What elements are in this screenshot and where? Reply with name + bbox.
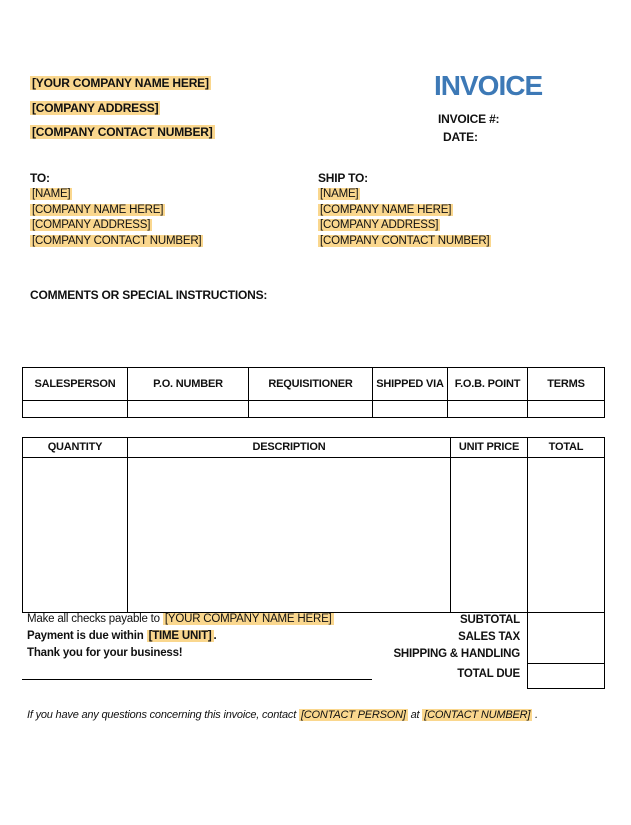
order-info-data-row bbox=[23, 401, 605, 418]
checks-payable-text: Make all checks payable to bbox=[27, 613, 163, 625]
header-shipped-via: SHIPPED VIA bbox=[373, 368, 448, 401]
payment-due-period: . bbox=[213, 630, 217, 642]
company-header bbox=[30, 76, 211, 90]
cell-shipped-via[interactable] bbox=[373, 401, 448, 418]
shipping-handling-label: SHIPPING & HANDLING bbox=[393, 648, 520, 660]
to-address-placeholder[interactable]: [COMPANY ADDRESS] bbox=[32, 219, 151, 231]
thank-you-line: Thank you for your business! bbox=[27, 647, 183, 659]
cell-terms[interactable] bbox=[528, 401, 605, 418]
to-name-placeholder[interactable]: [NAME] bbox=[32, 188, 71, 200]
ship-to-name-placeholder[interactable]: [NAME] bbox=[320, 188, 359, 200]
payment-due-text: Payment is due within bbox=[27, 630, 147, 642]
totals-amounts-box[interactable] bbox=[527, 611, 605, 663]
payment-due-line bbox=[27, 628, 334, 645]
header-quantity: QUANTITY bbox=[23, 438, 128, 458]
total-due-amount-box[interactable] bbox=[527, 663, 605, 689]
company-contact-placeholder[interactable]: [COMPANY CONTACT NUMBER] bbox=[32, 125, 213, 139]
to-address-block bbox=[30, 187, 203, 249]
to-label: TO: bbox=[30, 171, 50, 185]
checks-payable-line bbox=[27, 611, 334, 628]
cell-requisitioner[interactable] bbox=[249, 401, 373, 418]
ship-to-contact-placeholder[interactable]: [COMPANY CONTACT NUMBER] bbox=[320, 234, 490, 247]
invoice-date-label: DATE: bbox=[443, 130, 478, 144]
cell-fob-point[interactable] bbox=[448, 401, 528, 418]
ship-to-address-placeholder[interactable]: [COMPANY ADDRESS] bbox=[320, 219, 439, 231]
total-due-label: TOTAL DUE bbox=[457, 668, 520, 680]
line-items-table bbox=[22, 437, 605, 613]
order-info-header-row bbox=[23, 368, 605, 401]
line-items-body-row bbox=[23, 457, 605, 612]
ship-to-company-placeholder[interactable]: [COMPANY NAME HERE] bbox=[320, 203, 452, 216]
cell-po-number[interactable] bbox=[128, 401, 249, 418]
header-unit-price: UNIT PRICE bbox=[451, 438, 528, 458]
order-info-table bbox=[22, 367, 605, 418]
comments-label: COMMENTS OR SPECIAL INSTRUCTIONS: bbox=[30, 288, 268, 302]
checks-payee-placeholder[interactable]: [YOUR COMPANY NAME HERE] bbox=[164, 613, 332, 625]
footer-text-before: If you have any questions concerning this invoice, contact bbox=[27, 709, 299, 721]
footer-text-middle: at bbox=[407, 709, 423, 721]
header-description: DESCRIPTION bbox=[128, 438, 451, 458]
footer-contact-note bbox=[27, 709, 538, 721]
contact-person-placeholder[interactable]: [CONTACT PERSON] bbox=[300, 709, 406, 721]
company-header-address bbox=[30, 101, 160, 115]
time-unit-placeholder[interactable]: [TIME UNIT] bbox=[148, 630, 212, 642]
header-salesperson: SALESPERSON bbox=[23, 368, 128, 401]
header-requisitioner: REQUISITIONER bbox=[249, 368, 373, 401]
header-fob-point: F.O.B. POINT bbox=[448, 368, 528, 401]
cell-total[interactable] bbox=[528, 457, 605, 612]
cell-salesperson[interactable] bbox=[23, 401, 128, 418]
contact-number-placeholder[interactable]: [CONTACT NUMBER] bbox=[424, 709, 531, 721]
subtotal-label: SUBTOTAL bbox=[460, 614, 520, 626]
line-items-header-row bbox=[23, 438, 605, 458]
company-address-placeholder[interactable]: [COMPANY ADDRESS] bbox=[32, 101, 159, 115]
header-terms: TERMS bbox=[528, 368, 605, 401]
cell-description[interactable] bbox=[128, 457, 451, 612]
company-header-contact bbox=[30, 125, 215, 139]
signature-line bbox=[22, 679, 372, 680]
cell-quantity[interactable] bbox=[23, 457, 128, 612]
to-contact-placeholder[interactable]: [COMPANY CONTACT NUMBER] bbox=[32, 234, 202, 247]
sales-tax-label: SALES TAX bbox=[458, 631, 520, 643]
cell-unit-price[interactable] bbox=[451, 457, 528, 612]
header-total: TOTAL bbox=[528, 438, 605, 458]
header-po-number: P.O. NUMBER bbox=[128, 368, 249, 401]
payment-notes bbox=[27, 611, 334, 662]
invoice-number-label: INVOICE #: bbox=[438, 112, 500, 126]
company-name-placeholder[interactable]: [YOUR COMPANY NAME HERE] bbox=[32, 76, 209, 90]
footer-text-after: . bbox=[532, 709, 538, 721]
ship-to-address-block bbox=[318, 187, 491, 249]
invoice-title: INVOICE bbox=[434, 70, 543, 101]
ship-to-label: SHIP TO: bbox=[318, 171, 368, 185]
to-company-placeholder[interactable]: [COMPANY NAME HERE] bbox=[32, 203, 164, 216]
